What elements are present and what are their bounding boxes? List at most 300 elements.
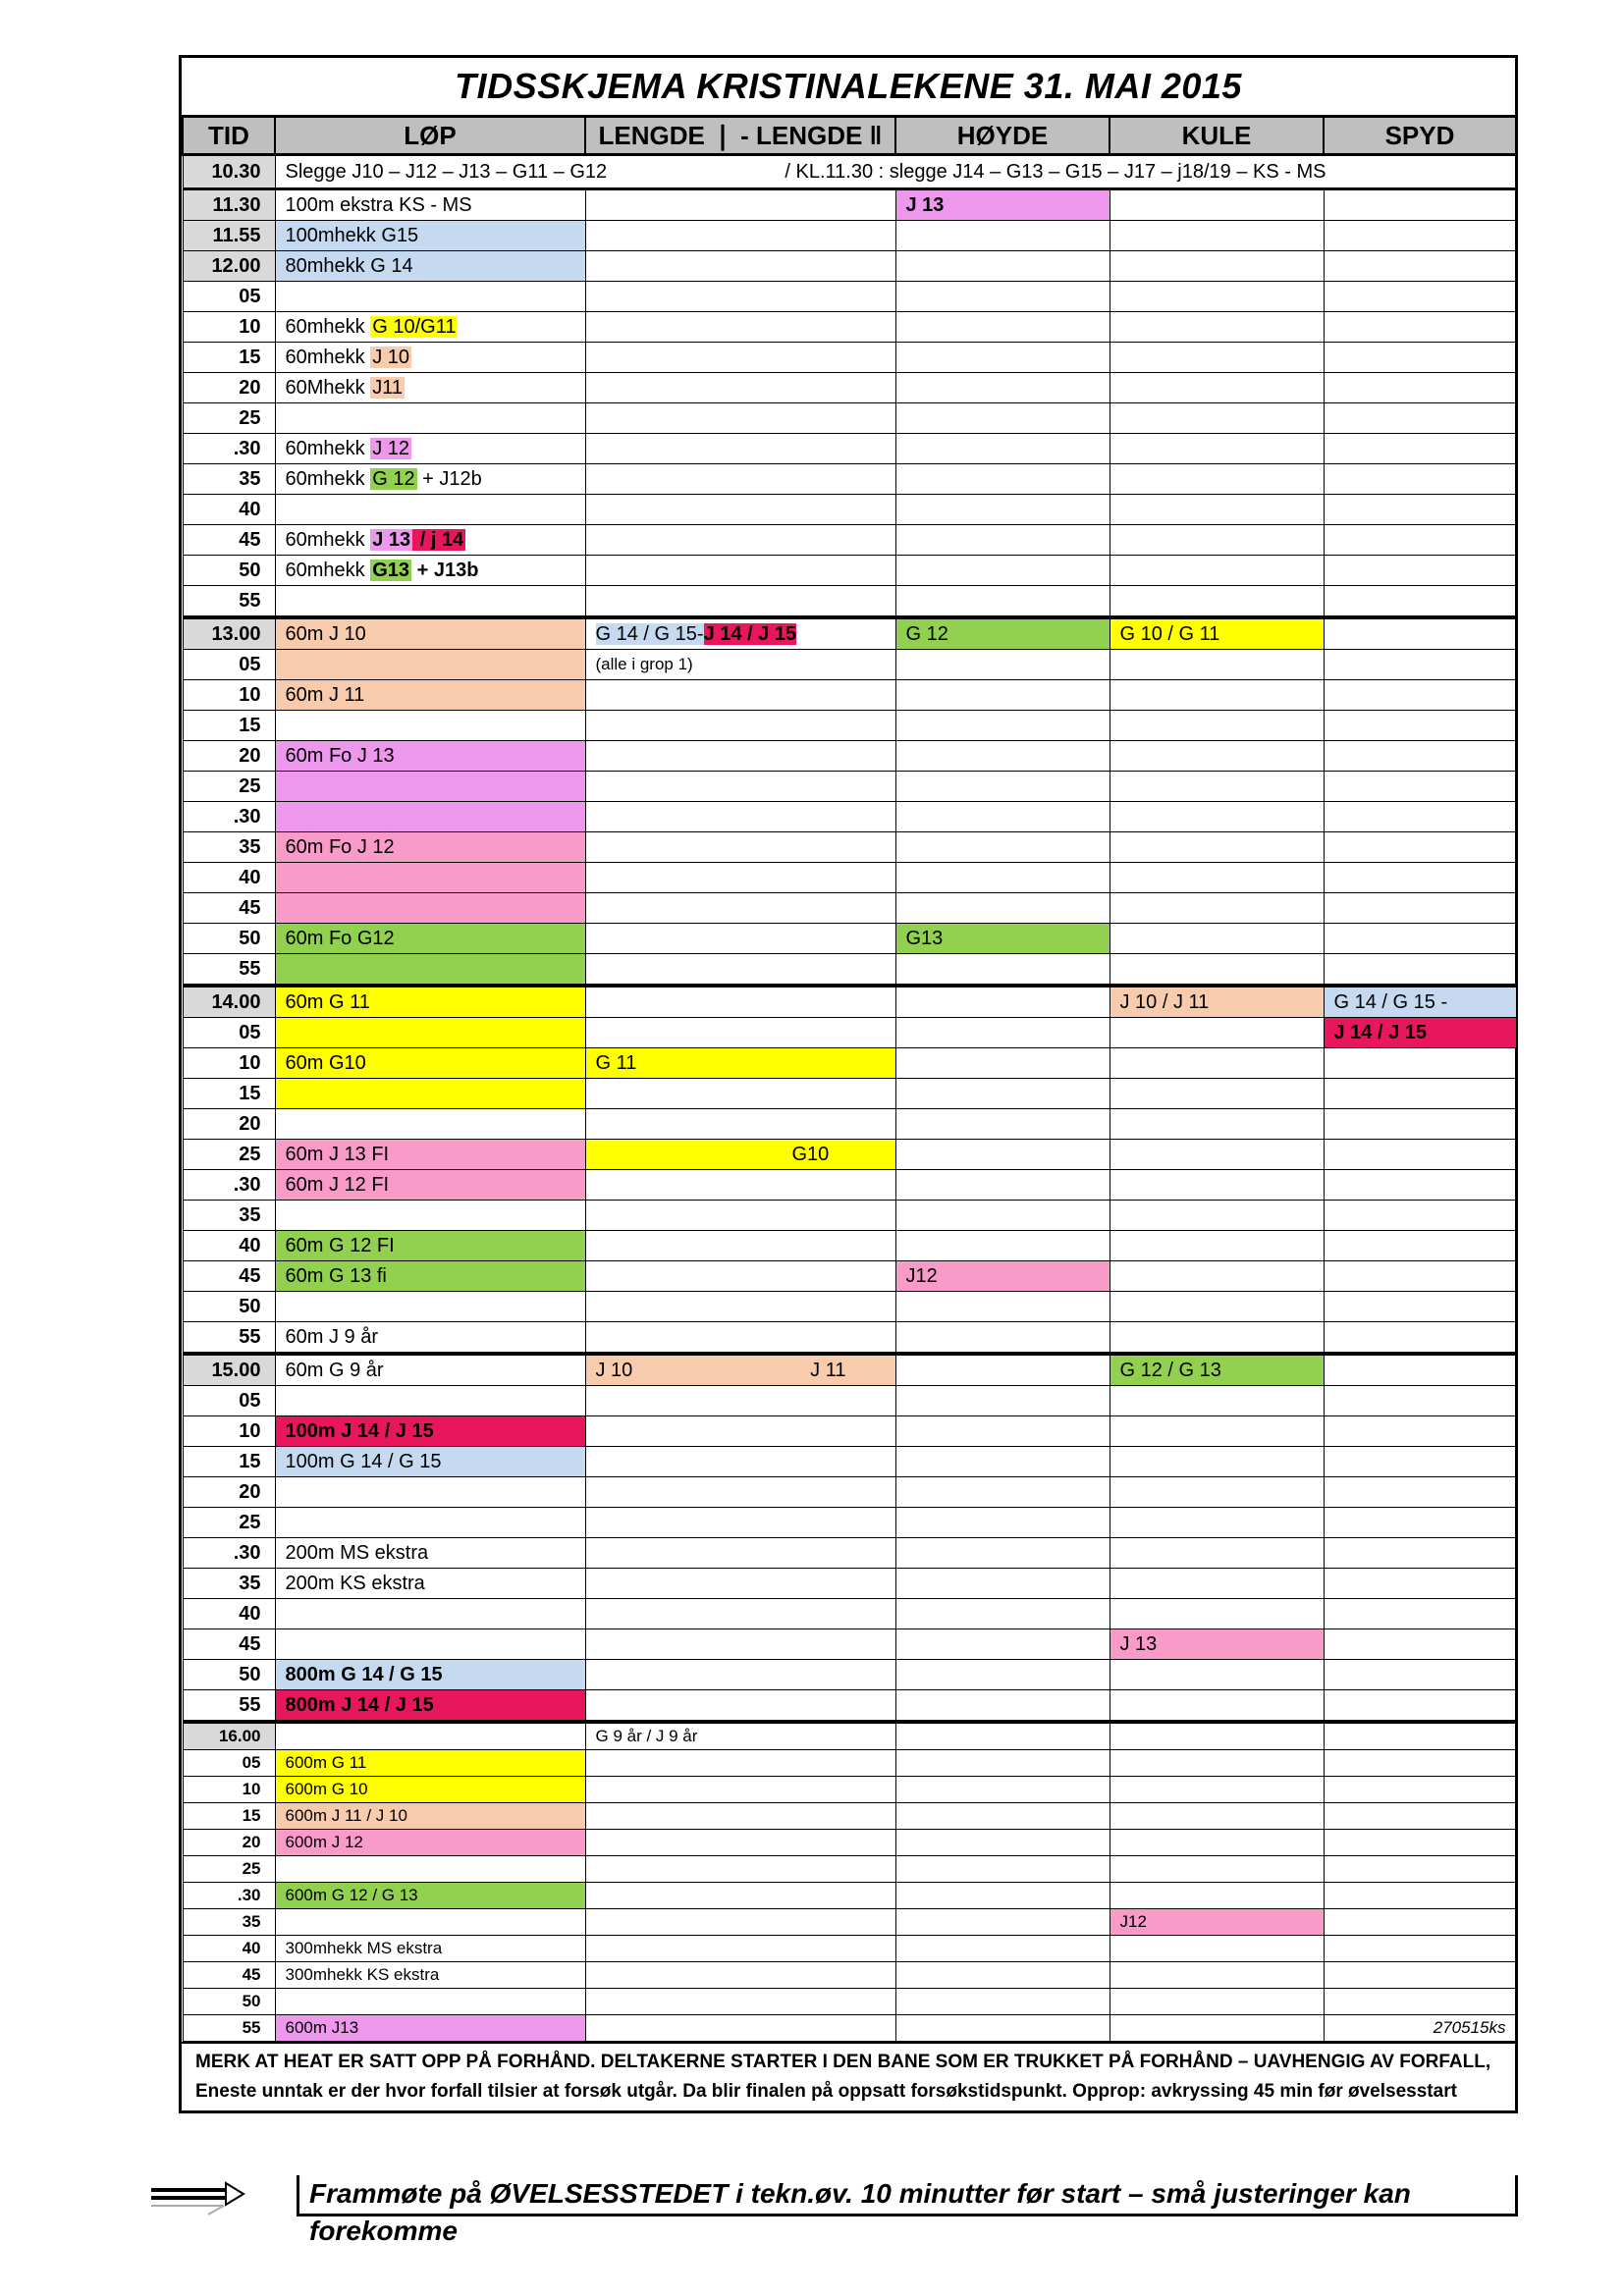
- kule-cell: [1110, 525, 1324, 556]
- kule-cell: [1110, 312, 1324, 343]
- table-row: [183, 1170, 1516, 1201]
- hoyde-cell: [895, 1079, 1110, 1109]
- lop-cell: [275, 1292, 585, 1322]
- spyd-cell: [1324, 464, 1516, 495]
- lop-cell: 200m KS ekstra: [275, 1569, 585, 1599]
- kule-cell: [1110, 1416, 1324, 1447]
- page-title: TIDSSKJEMA KRISTINALEKENE 31. MAI 2015: [182, 58, 1515, 116]
- kule-cell: [1110, 893, 1324, 924]
- lop-text: 60mhekk: [285, 316, 371, 338]
- table-row: [183, 1830, 1516, 1856]
- lengde-cell: [585, 1629, 895, 1660]
- hoyde-cell: [895, 1201, 1110, 1231]
- lop-cell: 60m J 9 år: [275, 1322, 585, 1355]
- lengde-cell: [585, 1856, 895, 1883]
- lop-cell: [275, 1508, 585, 1538]
- lengde-cell: [585, 1750, 895, 1777]
- kule-cell: [1110, 282, 1324, 312]
- kule-cell: [1110, 221, 1324, 251]
- lengde-cell: [585, 434, 895, 464]
- table-row: [183, 986, 1516, 1018]
- spyd-cell: [1324, 1883, 1516, 1909]
- table-row: [183, 832, 1516, 863]
- kule-cell: [1110, 1856, 1324, 1883]
- table-row: [183, 1079, 1516, 1109]
- spyd-cell: [1324, 1170, 1516, 1201]
- spyd-cell: [1324, 556, 1516, 586]
- hoyde-cell: [895, 1856, 1110, 1883]
- kule-cell: [1110, 1201, 1324, 1231]
- spyd-cell: [1324, 741, 1516, 772]
- time-cell: .30: [183, 1170, 275, 1201]
- kule-cell: [1110, 1936, 1324, 1962]
- lengde-cell: [585, 1170, 895, 1201]
- hoyde-cell: [895, 1883, 1110, 1909]
- table-row: [183, 954, 1516, 987]
- kule-cell: [1110, 1830, 1324, 1856]
- lengde-cell: [585, 986, 895, 1018]
- time-cell: 35: [183, 1201, 275, 1231]
- spyd-cell: [1324, 772, 1516, 802]
- kule-cell: [1110, 1538, 1324, 1569]
- lop-cell: 60m J 12 FI: [275, 1170, 585, 1201]
- spyd-cell: [1324, 1508, 1516, 1538]
- table-row: [183, 403, 1516, 434]
- hoyde-cell: [895, 1599, 1110, 1629]
- time-cell: 25: [183, 403, 275, 434]
- lop-cell: 60m G 13 fi: [275, 1261, 585, 1292]
- table-row: [183, 1261, 1516, 1292]
- kule-cell: [1110, 832, 1324, 863]
- lengde-cell: [585, 1830, 895, 1856]
- table-row: [183, 1599, 1516, 1629]
- table-row: [183, 1416, 1516, 1447]
- spyd-cell: [1324, 1777, 1516, 1803]
- spyd-cell: G 14 / G 15 -: [1324, 986, 1516, 1018]
- hoyde-cell: [895, 312, 1110, 343]
- time-cell: 25: [183, 1508, 275, 1538]
- time-cell: 15.00: [183, 1354, 275, 1386]
- spyd-cell: [1324, 1856, 1516, 1883]
- hoyde-cell: J12: [895, 1261, 1110, 1292]
- kule-cell: [1110, 1018, 1324, 1048]
- time-cell: 05: [183, 650, 275, 680]
- time-cell: 45: [183, 1261, 275, 1292]
- lop-cell: [275, 1018, 585, 1048]
- kule-cell: [1110, 434, 1324, 464]
- table-row: [183, 586, 1516, 618]
- lop-cell: [275, 343, 585, 373]
- arrival-note: Frammøte på ØVELSESSTEDET i tekn.øv. 10 minutter før start – små justeringer kan forekomme: [297, 2175, 1518, 2216]
- time-cell: .30: [183, 1883, 275, 1909]
- time-cell: 15: [183, 1079, 275, 1109]
- kule-cell: G 12 / G 13: [1110, 1354, 1324, 1386]
- spyd-cell: [1324, 1629, 1516, 1660]
- lop-cell: 60m J 13 FI: [275, 1140, 585, 1170]
- lengde-cell: [585, 1079, 895, 1109]
- time-cell: 40: [183, 1599, 275, 1629]
- spyd-cell: [1324, 650, 1516, 680]
- lop-cell: 200m MS ekstra: [275, 1538, 585, 1569]
- kule-cell: [1110, 1079, 1324, 1109]
- spyd-cell: [1324, 495, 1516, 525]
- lop-cell: 60m G10: [275, 1048, 585, 1079]
- lengde-cell: [585, 1477, 895, 1508]
- table-row: [183, 1201, 1516, 1231]
- time-cell: 15: [183, 1447, 275, 1477]
- time-cell: 25: [183, 1140, 275, 1170]
- lengde-cell: [585, 1261, 895, 1292]
- col-header-spyd: SPYD: [1324, 117, 1516, 155]
- spyd-cell: [1324, 1079, 1516, 1109]
- lengde-cell: [585, 1936, 895, 1962]
- lengde-cell: [585, 1599, 895, 1629]
- time-cell: 20: [183, 1830, 275, 1856]
- hoyde-cell: [895, 1048, 1110, 1079]
- lengde-cell: [585, 954, 895, 987]
- lop-cell: [275, 650, 585, 680]
- lengde-cell: [585, 1569, 895, 1599]
- lengde-cell: [585, 741, 895, 772]
- time-cell: 10: [183, 680, 275, 711]
- table-row: [183, 711, 1516, 741]
- hoyde-cell: [895, 1830, 1110, 1856]
- table-row: [183, 556, 1516, 586]
- lop-cell: [275, 434, 585, 464]
- spyd-cell: [1324, 680, 1516, 711]
- time-cell: 45: [183, 525, 275, 556]
- kule-cell: [1110, 680, 1324, 711]
- hoyde-cell: [895, 1909, 1110, 1936]
- hoyde-cell: [895, 1538, 1110, 1569]
- table-row: [183, 1690, 1516, 1723]
- time-cell: 10: [183, 1777, 275, 1803]
- kule-cell: [1110, 741, 1324, 772]
- time-cell: 15: [183, 1803, 275, 1830]
- table-row: [183, 1660, 1516, 1690]
- hoyde-cell: [895, 954, 1110, 987]
- time-cell: 15: [183, 711, 275, 741]
- col-header-hoyde: HØYDE: [895, 117, 1110, 155]
- lop-cell: [275, 403, 585, 434]
- hoyde-cell: [895, 1750, 1110, 1777]
- lop-cell: [275, 772, 585, 802]
- spyd-cell: [1324, 403, 1516, 434]
- group-badge: G13: [372, 560, 410, 581]
- spyd-cell: [1324, 1989, 1516, 2015]
- time-cell: 35: [183, 464, 275, 495]
- table-row: [183, 1856, 1516, 1883]
- lop-cell: [275, 586, 585, 618]
- lop-cell: 100m ekstra KS - MS: [275, 189, 585, 221]
- table-row: [183, 1508, 1516, 1538]
- lop-cell: 600m J 12: [275, 1830, 585, 1856]
- table-row: [183, 525, 1516, 556]
- kule-cell: [1110, 1962, 1324, 1989]
- time-cell: 20: [183, 373, 275, 403]
- lop-cell: [275, 1909, 585, 1936]
- kule-cell: [1110, 1048, 1324, 1079]
- hoyde-cell: [895, 1322, 1110, 1355]
- hoyde-cell: [895, 772, 1110, 802]
- hoyde-cell: [895, 1447, 1110, 1477]
- lengde-cell: [585, 1777, 895, 1803]
- lengde-cell: [585, 1909, 895, 1936]
- notice-line-2: Eneste unntak er der hvor forfall tilsier at forsøk utgår. Da blir finalen på oppsatt forsøkstidspunkt. Opprop: avkryssing 45 min før øvelsesstart: [195, 2081, 1457, 2102]
- hoyde-cell: [895, 495, 1110, 525]
- lengde-cell: (alle i grop 1): [585, 650, 895, 680]
- lengde-cell: [585, 2015, 895, 2042]
- lengde-cell: [585, 1231, 895, 1261]
- table-row: [183, 1447, 1516, 1477]
- kule-cell: [1110, 863, 1324, 893]
- spyd-cell: [1324, 343, 1516, 373]
- table-row: [183, 1292, 1516, 1322]
- time-cell: 10: [183, 1416, 275, 1447]
- lop-cell: 600m G 12 / G 13: [275, 1883, 585, 1909]
- table-row: [183, 741, 1516, 772]
- kule-cell: [1110, 650, 1324, 680]
- lengde-cell: [585, 1447, 895, 1477]
- spyd-cell: [1324, 312, 1516, 343]
- lop-cell: 600m G 11: [275, 1750, 585, 1777]
- table-row: [183, 1322, 1516, 1355]
- spyd-cell: [1324, 1140, 1516, 1170]
- lop-cell: [275, 1386, 585, 1416]
- kule-cell: [1110, 1231, 1324, 1261]
- lop-cell: 300mhekk KS ekstra: [275, 1962, 585, 1989]
- spyd-cell: [1324, 1109, 1516, 1140]
- hoyde-cell: [895, 1170, 1110, 1201]
- lop-cell: 60m Fo J 12: [275, 832, 585, 863]
- spyd-cell: [1324, 1322, 1516, 1355]
- time-cell: 40: [183, 1231, 275, 1261]
- hoyde-cell: G 12: [895, 617, 1110, 650]
- kule-cell: [1110, 802, 1324, 832]
- lengde-cell: [585, 772, 895, 802]
- lengde-cell: [585, 189, 895, 221]
- hoyde-cell: [895, 434, 1110, 464]
- lop-cell: [275, 1722, 585, 1750]
- table-row: [183, 312, 1516, 343]
- lop-cell: [275, 464, 585, 495]
- lengde-cell: [585, 832, 895, 863]
- table-row: [183, 1722, 1516, 1750]
- lop-cell: [275, 1856, 585, 1883]
- lop-cell: 60m G 12 FI: [275, 1231, 585, 1261]
- kule-cell: [1110, 772, 1324, 802]
- group-badge: J 10: [372, 347, 410, 368]
- kule-cell: [1110, 1109, 1324, 1140]
- lengde-cell: [585, 893, 895, 924]
- col-header-lengde: LENGDE ❘ - LENGDE ‖: [585, 117, 895, 155]
- time-cell: 50: [183, 1292, 275, 1322]
- time-cell: 45: [183, 1962, 275, 1989]
- lengde-cell: [585, 556, 895, 586]
- lengde-cell: [585, 1140, 895, 1170]
- lop-text: 60Mhekk: [285, 377, 371, 399]
- lop-cell: [275, 1599, 585, 1629]
- hoyde-cell: [895, 1292, 1110, 1322]
- group-badge: G 10/G11: [372, 316, 457, 338]
- table-row: [183, 1109, 1516, 1140]
- spyd-cell: [1324, 1830, 1516, 1856]
- lengde-text: J 11: [810, 1360, 846, 1381]
- time-cell: 25: [183, 772, 275, 802]
- lop-cell: [275, 525, 585, 556]
- time-cell: 50: [183, 924, 275, 954]
- lop-cell: [275, 1079, 585, 1109]
- time-cell: 50: [183, 1989, 275, 2015]
- lop-text: 60mhekk: [285, 529, 371, 551]
- time-cell: 16.00: [183, 1722, 275, 1750]
- lop-cell: [275, 1201, 585, 1231]
- kule-cell: [1110, 1292, 1324, 1322]
- spyd-cell: [1324, 189, 1516, 221]
- table-row: [183, 924, 1516, 954]
- group-badge: J 13: [372, 529, 411, 551]
- notice: [182, 2042, 1515, 2110]
- lop-cell: [275, 312, 585, 343]
- lop-cell: 800m J 14 / J 15: [275, 1690, 585, 1723]
- table-row: [183, 434, 1516, 464]
- lop-cell: [275, 282, 585, 312]
- kule-cell: [1110, 1803, 1324, 1830]
- hoyde-cell: [895, 1660, 1110, 1690]
- hoyde-cell: J 13: [895, 189, 1110, 221]
- lengde-cell: [585, 711, 895, 741]
- lengde-cell: [585, 1989, 895, 2015]
- kule-cell: [1110, 1322, 1324, 1355]
- time-cell: .30: [183, 802, 275, 832]
- lengde-cell: [585, 617, 895, 650]
- hoyde-cell: [895, 893, 1110, 924]
- kule-cell: [1110, 1750, 1324, 1777]
- hoyde-cell: [895, 863, 1110, 893]
- time-cell: 45: [183, 1629, 275, 1660]
- lop-cell: [275, 1477, 585, 1508]
- time-cell: 05: [183, 1386, 275, 1416]
- spyd-cell: [1324, 1048, 1516, 1079]
- table-row: [183, 772, 1516, 802]
- lop-cell: [275, 802, 585, 832]
- hoyde-cell: [895, 1629, 1110, 1660]
- spyd-cell: [1324, 1386, 1516, 1416]
- lengde-cell: [585, 802, 895, 832]
- spyd-cell: [1324, 1660, 1516, 1690]
- table-row: [183, 1538, 1516, 1569]
- lengde-cell: G 11: [585, 1048, 895, 1079]
- time-cell: 55: [183, 586, 275, 618]
- table-row: [183, 680, 1516, 711]
- hoyde-cell: [895, 711, 1110, 741]
- time-cell: .30: [183, 1538, 275, 1569]
- spyd-cell: [1324, 1261, 1516, 1292]
- spyd-cell: J 14 / J 15: [1324, 1018, 1516, 1048]
- lengde-cell: [585, 373, 895, 403]
- time-cell: 11.55: [183, 221, 275, 251]
- spyd-cell: [1324, 863, 1516, 893]
- spyd-cell: [1324, 832, 1516, 863]
- lop-cell: 60m G 9 år: [275, 1354, 585, 1386]
- hoyde-cell: [895, 1477, 1110, 1508]
- kule-cell: [1110, 1447, 1324, 1477]
- spyd-cell: [1324, 1477, 1516, 1508]
- lop-cell: 60m J 10: [275, 617, 585, 650]
- col-header-tid: TID: [183, 117, 275, 155]
- table-row: [183, 1989, 1516, 2015]
- lengde-cell: [585, 1803, 895, 1830]
- lengde-cell: [585, 221, 895, 251]
- spyd-cell: [1324, 586, 1516, 618]
- hoyde-cell: [895, 680, 1110, 711]
- lop-cell: 80mhekk G 14: [275, 251, 585, 282]
- spyd-cell: [1324, 1750, 1516, 1777]
- table-row: [183, 1936, 1516, 1962]
- lop-cell: [275, 954, 585, 987]
- lop-cell: [275, 863, 585, 893]
- hoyde-cell: [895, 1777, 1110, 1803]
- spyd-cell: [1324, 711, 1516, 741]
- time-cell: 12.00: [183, 251, 275, 282]
- group-badge: J11: [372, 377, 403, 399]
- spyd-cell: [1324, 617, 1516, 650]
- table-row: [183, 189, 1516, 221]
- lengde-cell: [585, 312, 895, 343]
- kule-cell: [1110, 1569, 1324, 1599]
- table-row: [183, 1386, 1516, 1416]
- spyd-cell: [1324, 1936, 1516, 1962]
- table-row: [183, 1569, 1516, 1599]
- table-row: [183, 650, 1516, 680]
- kule-cell: [1110, 1599, 1324, 1629]
- time-cell: 20: [183, 1109, 275, 1140]
- kule-cell: [1110, 1170, 1324, 1201]
- spyd-cell: [1324, 1416, 1516, 1447]
- spyd-cell: [1324, 1569, 1516, 1599]
- lengde-cell: [585, 403, 895, 434]
- time-cell: 40: [183, 495, 275, 525]
- time-cell: 55: [183, 1690, 275, 1723]
- group-badge: J 14 / J 15: [703, 623, 797, 645]
- hoyde-cell: [895, 1569, 1110, 1599]
- spyd-cell: [1324, 1538, 1516, 1569]
- lop-cell: [275, 711, 585, 741]
- lengde-cell: [585, 924, 895, 954]
- kule-cell: [1110, 1660, 1324, 1690]
- table-row: [183, 617, 1516, 650]
- table-row: [183, 464, 1516, 495]
- hoyde-cell: [895, 1416, 1110, 1447]
- table-row: [183, 343, 1516, 373]
- hoyde-cell: [895, 1690, 1110, 1723]
- lengde-cell: [585, 1883, 895, 1909]
- lop-cell: 300mhekk MS ekstra: [275, 1936, 585, 1962]
- lengde-cell: [585, 680, 895, 711]
- lop-cell: [275, 1989, 585, 2015]
- lop-cell: 60m Fo J 13: [275, 741, 585, 772]
- spyd-cell: [1324, 221, 1516, 251]
- table-row: [183, 251, 1516, 282]
- time-cell: 50: [183, 556, 275, 586]
- time-cell: 55: [183, 954, 275, 987]
- kule-cell: [1110, 464, 1324, 495]
- kule-cell: [1110, 1722, 1324, 1750]
- lengde-cell: [585, 1660, 895, 1690]
- table-row: [183, 1883, 1516, 1909]
- lengde-cell: [585, 343, 895, 373]
- lop-cell: 800m G 14 / G 15: [275, 1660, 585, 1690]
